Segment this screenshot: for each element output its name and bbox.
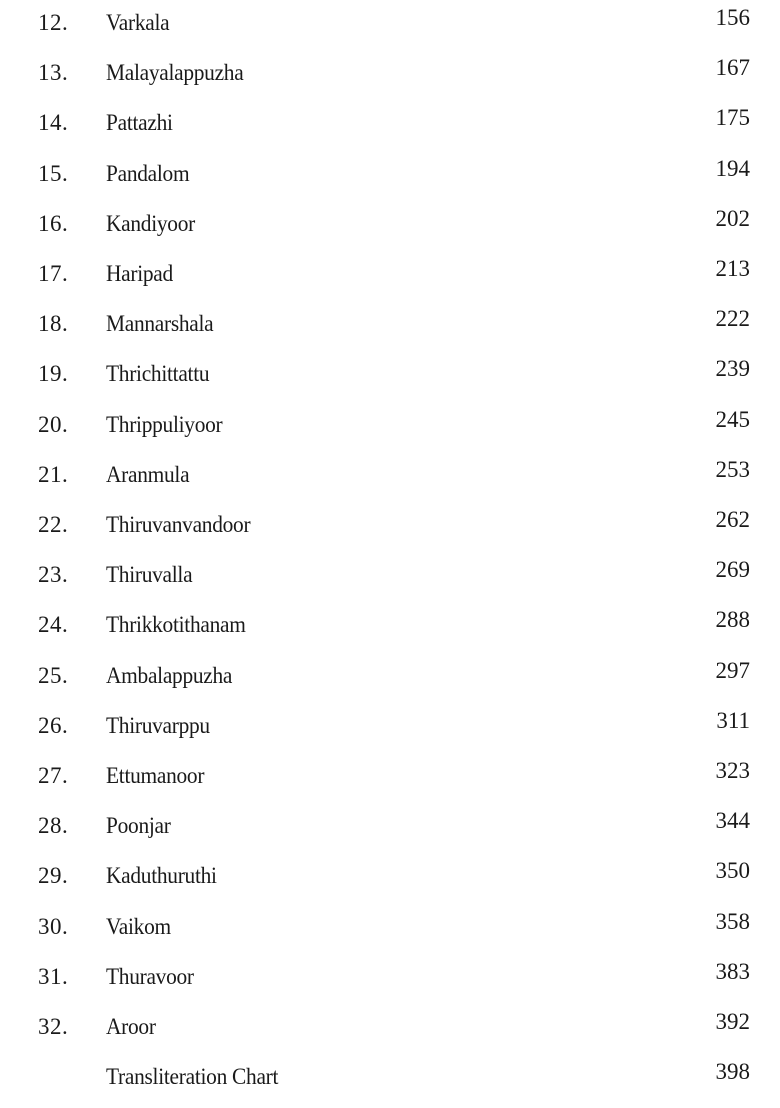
toc-entry: [0, 155, 780, 201]
entry-number: 20.: [38, 411, 69, 437]
toc-entry: [0, 958, 780, 1004]
toc-entry: [0, 256, 780, 301]
entry-title: Kandiyoor: [106, 210, 195, 236]
toc-entry: [0, 1009, 780, 1054]
toc-entry: [0, 657, 780, 703]
entry-title: Transliteration Chart: [106, 1064, 279, 1090]
toc-entry: [0, 205, 780, 251]
entry-page-number: 398: [715, 1059, 750, 1085]
entry-title: Ambalappuzha: [106, 662, 233, 688]
toc-entry: [0, 55, 780, 100]
entry-number: 26.: [38, 712, 69, 738]
toc-entry: [0, 808, 780, 853]
toc-entry: [0, 908, 780, 954]
entry-number: 21.: [38, 461, 69, 487]
entry-number: 24.: [38, 612, 69, 638]
entry-number: 13.: [38, 60, 69, 86]
entry-page-number: 269: [715, 557, 750, 583]
entry-title: Varkala: [106, 10, 170, 35]
entry-number: 23.: [38, 562, 69, 588]
entry-page-number: 344: [715, 808, 750, 834]
entry-title: Mannarshala: [106, 311, 214, 337]
entry-page-number: 253: [715, 456, 750, 482]
entry-page-number: 156: [715, 5, 750, 30]
toc-entry: [0, 1059, 780, 1104]
entry-page-number: 167: [715, 55, 750, 81]
entry-number: 17.: [38, 261, 69, 286]
entry-page-number: 297: [715, 657, 750, 683]
entry-number: 32.: [38, 1014, 69, 1039]
entry-number: 22.: [38, 512, 69, 537]
entry-title: Pandalom: [106, 160, 190, 186]
entry-title: Thiruvanvandoor: [106, 512, 251, 537]
toc-entry: [0, 5, 780, 50]
toc-entry: [0, 607, 780, 652]
entry-page-number: 222: [715, 306, 750, 332]
entry-number: 27.: [38, 763, 69, 788]
entry-page-number: 239: [715, 356, 750, 382]
toc-entry: [0, 758, 780, 803]
entry-page-number: 175: [715, 105, 750, 131]
entry-title: Ettumanoor: [106, 763, 205, 788]
toc-entry: [0, 105, 780, 150]
entry-page-number: 311: [716, 707, 750, 733]
entry-title: Thuravoor: [106, 963, 194, 989]
entry-page-number: 383: [715, 958, 750, 984]
entry-title: Aroor: [106, 1014, 156, 1039]
entry-number: 12.: [38, 10, 69, 35]
entry-title: Haripad: [106, 261, 173, 286]
toc-entry: [0, 306, 780, 351]
entry-title: Poonjar: [106, 813, 171, 839]
entry-number: 16.: [38, 210, 69, 236]
entry-title: Aranmula: [106, 461, 190, 487]
entry-page-number: 262: [715, 507, 750, 532]
entry-number: 29.: [38, 863, 69, 889]
entry-number: 31.: [38, 963, 69, 989]
entry-page-number: 194: [715, 155, 750, 181]
entry-title: Pattazhi: [106, 110, 173, 136]
entry-title: Thiruvarppu: [106, 712, 210, 738]
toc-entry: [0, 507, 780, 552]
toc-entry: [0, 707, 780, 753]
toc-entry: [0, 557, 780, 602]
entry-title: Thrichittattu: [106, 361, 210, 387]
entry-number: 14.: [38, 110, 69, 136]
entry-number: 30.: [38, 913, 69, 939]
entry-page-number: 392: [715, 1009, 750, 1034]
entry-number: 18.: [38, 311, 69, 337]
entry-number: 19.: [38, 361, 69, 387]
entry-number: 15.: [38, 160, 69, 186]
entry-title: Thrippuliyoor: [106, 411, 223, 437]
entry-page-number: 202: [715, 205, 750, 231]
entry-page-number: 213: [715, 256, 750, 281]
entry-number: 28.: [38, 813, 69, 839]
entry-title: Thrikkotithanam: [106, 612, 246, 638]
entry-page-number: 350: [715, 858, 750, 884]
entry-page-number: 358: [715, 908, 750, 934]
entry-page-number: 323: [715, 758, 750, 783]
toc-entry: [0, 356, 780, 401]
entry-title: Malayalappuzha: [106, 60, 244, 86]
toc-entry: [0, 858, 780, 903]
entry-number: 25.: [38, 662, 69, 688]
entry-page-number: 245: [715, 406, 750, 432]
entry-page-number: 288: [715, 607, 750, 633]
toc-entry: [0, 456, 780, 502]
toc-entry: [0, 406, 780, 452]
entry-title: Kaduthuruthi: [106, 863, 217, 889]
entry-title: Vaikom: [106, 913, 171, 939]
entry-title: Thiruvalla: [106, 562, 193, 588]
